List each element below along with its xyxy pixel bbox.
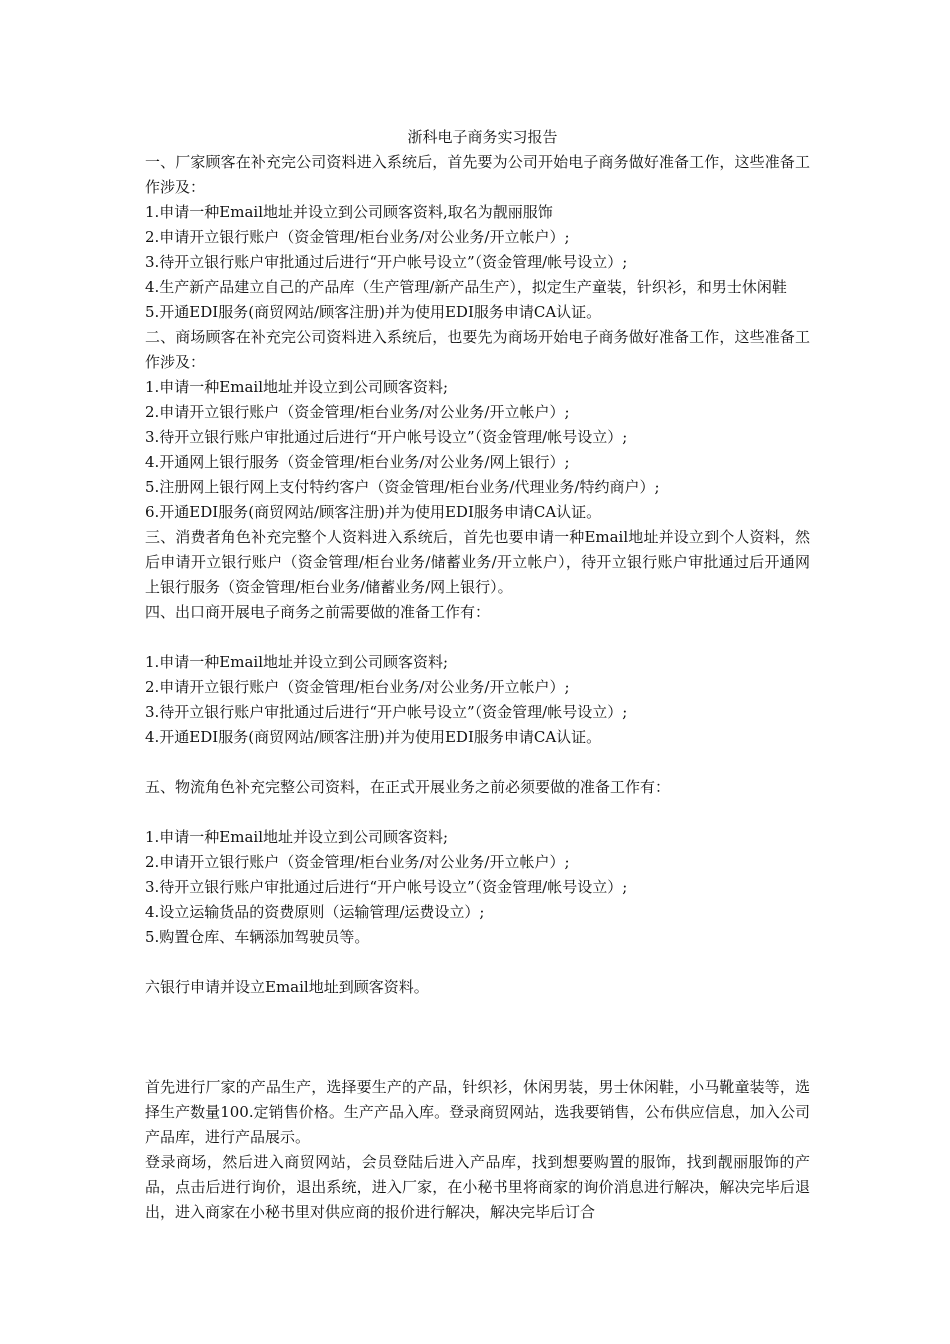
list-item: 3.待开立银行账户审批通过后进行“开户帐号设立”（资金管理/帐号设立）; bbox=[145, 253, 628, 271]
list-item: 4.生产新产品建立自己的产品库（生产管理/新产品生产），拟定生产童装，针织衫，和男士休闲鞋 bbox=[145, 278, 787, 296]
spacer bbox=[145, 750, 810, 775]
spacer bbox=[145, 1050, 810, 1075]
list-item: 2.申请开立银行账户（资金管理/柜台业务/对公业务/开立帐户）; bbox=[145, 853, 570, 871]
spacer bbox=[145, 1000, 810, 1050]
spacer bbox=[145, 800, 810, 825]
list-item: 2.申请开立银行账户（资金管理/柜台业务/对公业务/开立帐户）; bbox=[145, 403, 570, 421]
list-item: 5.开通EDI服务(商贸网站/顾客注册)并为使用EDI服务申请CA认证。 bbox=[145, 303, 602, 321]
list-item: 5.注册网上银行网上支付特约客户（资金管理/柜台业务/代理业务/特约商户）; bbox=[145, 478, 660, 496]
list-item: 4.开通网上银行服务（资金管理/柜台业务/对公业务/网上银行）; bbox=[145, 453, 570, 471]
list-item: 3.待开立银行账户审批通过后进行“开户帐号设立”（资金管理/帐号设立）; bbox=[145, 703, 628, 721]
section-1-intro: 一、厂家顾客在补充完公司资料进入系统后，首先要为公司开始电子商务做好准备工作，这些准备工作涉及： bbox=[145, 153, 810, 196]
document-title: 浙科电子商务实习报告 bbox=[407, 128, 558, 146]
body-paragraph: 首先进行厂家的产品生产，选择要生产的产品，针织衫，休闲男装，男士休闲鞋，小马靴童装等，选择生产数量100.定销售价格。生产产品入库。登录商贸网站，选我要销售，公布供应信息，加入公司产品库，进行产品展示。 bbox=[145, 1078, 810, 1146]
section-6-text: 六银行申请并设立Email地址到顾客资料。 bbox=[145, 978, 429, 996]
list-item: 1.申请一种Email地址并设立到公司顾客资料; bbox=[145, 653, 449, 671]
section-3-text: 三、消费者角色补充完整个人资料进入系统后，首先也要申请一种Email地址并设立到个人资料，然后申请开立银行账户（资金管理/柜台业务/储蓄业务/开立帐户），待开立银行账户审批通过后开通网上银行服务（资金管理/柜台业务/储蓄业务/网上银行）。 bbox=[145, 528, 810, 596]
list-item: 5.购置仓库、车辆添加驾驶员等。 bbox=[145, 928, 370, 946]
spacer bbox=[145, 950, 810, 975]
list-item: 4.设立运输货品的资费原则（运输管理/运费设立）; bbox=[145, 903, 485, 921]
body-paragraph: 登录商场，然后进入商贸网站，会员登陆后进入产品库，找到想要购置的服饰，找到靓丽服饰的产品，点击后进行询价，退出系统，进入厂家，在小秘书里将商家的询价消息进行解决，解决完毕后退出，进入商家在小秘书里对供应商的报价进行解决，解决完毕后订合 bbox=[145, 1153, 810, 1221]
list-item: 2.申请开立银行账户（资金管理/柜台业务/对公业务/开立帐户）; bbox=[145, 678, 570, 696]
list-item: 2.申请开立银行账户（资金管理/柜台业务/对公业务/开立帐户）; bbox=[145, 228, 570, 246]
list-item: 1.申请一种Email地址并设立到公司顾客资料; bbox=[145, 378, 449, 396]
list-item: 1.申请一种Email地址并设立到公司顾客资料,取名为靓丽服饰 bbox=[145, 203, 553, 221]
section-4-intro: 四、出口商开展电子商务之前需要做的准备工作有： bbox=[145, 603, 491, 621]
list-item: 1.申请一种Email地址并设立到公司顾客资料; bbox=[145, 828, 449, 846]
section-2-intro: 二、商场顾客在补充完公司资料进入系统后，也要先为商场开始电子商务做好准备工作，这些准备工作涉及： bbox=[145, 328, 810, 371]
list-item: 3.待开立银行账户审批通过后进行“开户帐号设立”（资金管理/帐号设立）; bbox=[145, 428, 628, 446]
list-item: 6.开通EDI服务(商贸网站/顾客注册)并为使用EDI服务申请CA认证。 bbox=[145, 503, 602, 521]
spacer bbox=[145, 625, 810, 650]
list-item: 3.待开立银行账户审批通过后进行“开户帐号设立”（资金管理/帐号设立）; bbox=[145, 878, 628, 896]
document-page bbox=[145, 125, 810, 1225]
list-item: 4.开通EDI服务(商贸网站/顾客注册)并为使用EDI服务申请CA认证。 bbox=[145, 728, 602, 746]
section-5-intro: 五、物流角色补充完整公司资料，在正式开展业务之前必须要做的准备工作有： bbox=[145, 778, 671, 796]
